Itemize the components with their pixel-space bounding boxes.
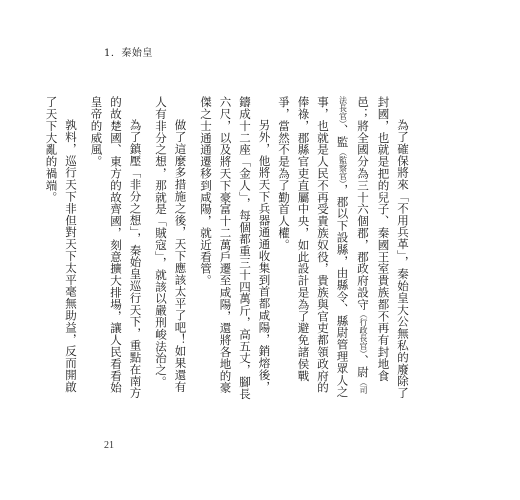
running-header: 1．秦始皇 <box>104 48 153 59</box>
paragraph-2: 另外，他將天下兵器通通收集到首都咸陽，銷熔後，鑄成十二座「金人」，每個都重三十四萬斤，高五丈，腳長六尺，以及將天下豪富十二萬戶遷至咸陽，還將各地的豪傑之士通通遷移到咸陽，就近看管。 <box>199 96 272 400</box>
paragraph-4: 為了鎮壓「非分之想」，秦始皇巡行天下，重點在南方的故楚國、東方的故齊國，刻意擴大排場，讓人民看看始皇帝的威風。 <box>89 96 143 399</box>
vertical-body-text <box>35 96 412 400</box>
paragraph-1-part-b: 、尉 <box>356 354 370 379</box>
paragraph-3: 做了這麼多措施之後，天下應該太平了吧！如果還有人有非分之想，那就是「賊寇」，就該以嚴刑峻法治之。 <box>154 96 188 393</box>
paragraph-1 <box>274 96 413 400</box>
paragraph-1-part-a: 為了確保將來「不用兵革」，秦始皇大公無私的廢除了封國，也就是把的兒子、秦國王室貴族都不再有封地食邑；將全國分為三十六個郡，郡政府設守 <box>356 96 410 399</box>
paragraph-5: 孰料，巡行天下非但對天下太平毫無助益，反而開啟了天下大亂的禍端。 <box>44 96 78 393</box>
paragraph-1-part-c: 、監 <box>335 124 350 148</box>
annotation-judicial: （司法長官） <box>338 96 368 395</box>
annotation-inspector: （監察官） <box>338 147 348 184</box>
annotation-governor: （行政長官） <box>359 310 368 355</box>
paragraph-1-part-d: ，郡以下設縣，由縣令、縣尉管理眾人之事，也就是人民不再受貴族奴役，貴族與官吏都領政府的俸祿，郡縣官吏直屬中央，如此設計是為了避免諸侯戰爭，當然不是為了勤首人權。 <box>277 96 350 399</box>
page-number: 21 <box>104 440 114 451</box>
